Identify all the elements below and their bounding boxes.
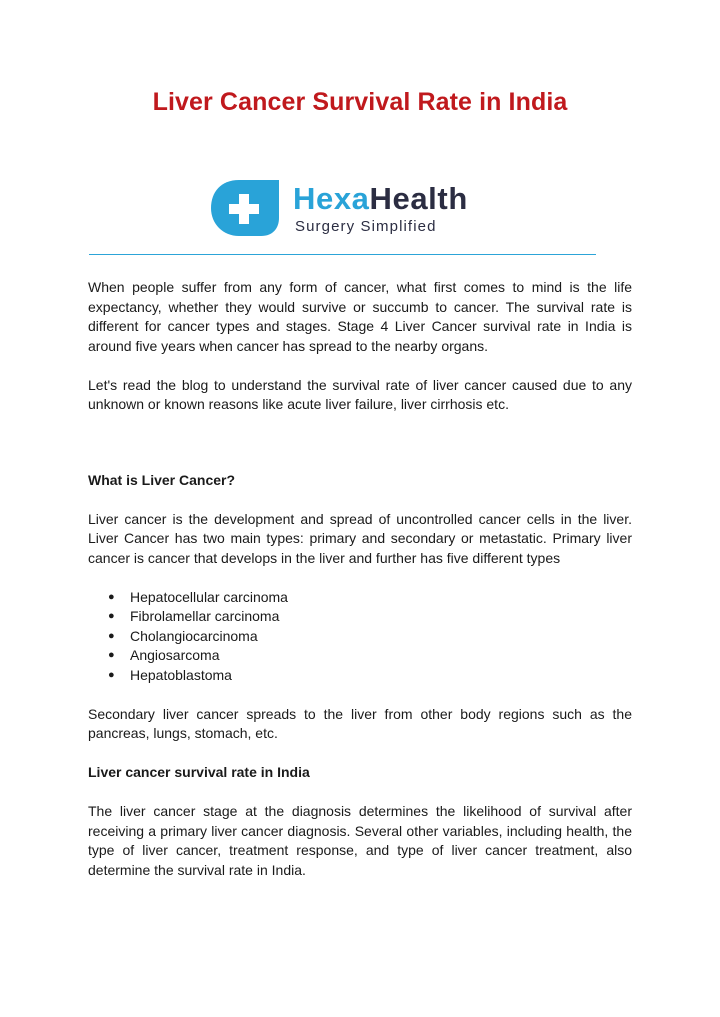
survival-rate-heading: Liver cancer survival rate in India — [88, 764, 310, 780]
bullet-icon: ● — [108, 610, 115, 622]
article-body — [88, 278, 632, 880]
logo-text — [293, 182, 468, 236]
bullet-icon: ● — [108, 668, 115, 681]
secondary-cancer-paragraph: Secondary liver cancer spreads to the liver from other body regions such as the pancreas, lungs, stomach, etc. — [88, 705, 632, 741]
medical-cross-shield-icon — [209, 178, 281, 238]
intro-paragraph: When people suffer from any form of cancer, what first comes to mind is the life expectancy, whether they would survive or succumb to cancer. The survival rate is different for cancer types and stages. Stage 4 Liver Cancer survival rate in India is around five years when cancer has spread to the nearby organs. — [88, 279, 632, 354]
hexahealth-logo — [209, 178, 529, 238]
survival-rate-paragraph: The liver cancer stage at the diagnosis determines the likelihood of survival after receiving a primary liver cancer diagnosis. Several other variables, including health, the type of liver cancer, treatment response, and type of liver cancer treatment, also determine the survival rate in India. — [88, 803, 632, 878]
brand-tagline: Surgery Simplified — [295, 218, 437, 235]
what-is-liver-cancer-paragraph: Liver cancer is the development and spread of uncontrolled cancer cells in the liver. Liver Cancer has two main types: primary and secondary or metastatic. Primary liver cancer is cancer that develops in the liver and further has five different types — [88, 510, 632, 566]
bullet-icon: ● — [108, 629, 115, 642]
brand-name-part1: Hexa — [293, 181, 370, 216]
brand-name-part2: Health — [369, 181, 468, 216]
brand-name — [293, 182, 468, 216]
bullet-icon: ● — [108, 649, 115, 661]
list-item: ● Hepatocellular carcinoma — [88, 588, 632, 608]
list-item: ● Angiosarcoma — [88, 646, 632, 666]
page-title: Liver Cancer Survival Rate in India — [152, 88, 568, 116]
list-item: ● Cholangiocarcinoma — [88, 627, 632, 647]
list-item: ● Fibrolamellar carcinoma — [88, 607, 632, 627]
cancer-types-list — [88, 588, 632, 686]
header-divider — [89, 254, 596, 255]
read-blog-paragraph: Let's read the blog to understand the survival rate of liver cancer caused due to any unknown or known reasons like acute liver failure, liver cirrhosis etc. — [88, 376, 632, 412]
bullet-icon: ● — [108, 590, 115, 603]
list-item: ● Hepatoblastoma — [88, 666, 632, 686]
what-is-liver-cancer-heading: What is Liver Cancer? — [88, 471, 236, 488]
